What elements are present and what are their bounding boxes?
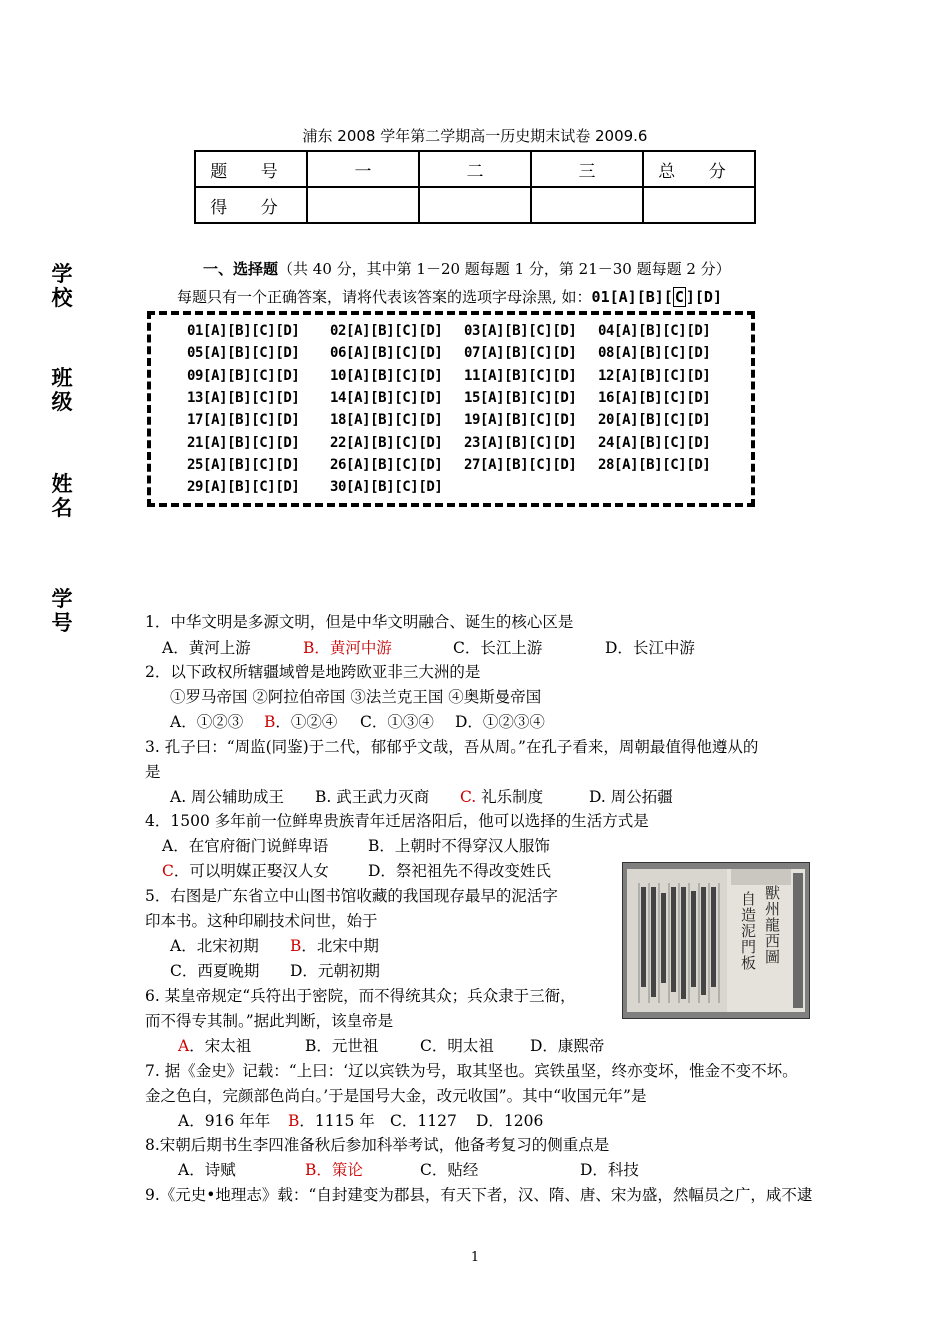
q7-stem: 7. 据《金史》记载：“上曰：‘辽以宾铁为号，取其坚也。宾铁虽坚，终亦变坏，惟金不变不坏。 [145, 1062, 798, 1080]
q1-option-a: A．黄河上游 [162, 639, 251, 657]
q4-stem: 4．1500 多年前一位鲜卑贵族青年迁居洛阳后，他可以选择的生活方式是 [145, 812, 649, 830]
book-char: 西 [765, 932, 781, 950]
score-table-header-row [195, 151, 755, 187]
q3-option-c-letter: C. [460, 788, 477, 806]
answer-bubble-row[interactable]: 16[A][B][C][D] [598, 389, 711, 406]
q7-option-a: A．916 年年 [178, 1112, 271, 1130]
q6-option-a-letter: A [178, 1037, 190, 1055]
q7-option-c: C．1127 [390, 1112, 457, 1130]
q2-option-b-letter: B [264, 713, 276, 731]
q5-option-b-letter: B [290, 937, 302, 955]
q4-option-b: B．上朝时不得穿汉人服饰 [368, 837, 550, 855]
q6-option-b: B．元世祖 [305, 1037, 379, 1055]
score-cell-score-label: 得 分 [195, 187, 307, 223]
score-cell-total: 总 分 [643, 151, 755, 187]
q4-option-c-text: ．可以明媒正娶汉人女 [173, 862, 329, 880]
answer-bubble-row[interactable]: 14[A][B][C][D] [330, 389, 443, 406]
score-input-2[interactable] [419, 187, 531, 223]
answer-bubble-row[interactable]: 01[A][B][C][D] [187, 323, 300, 339]
answer-bubble-row[interactable]: 09[A][B][C][D] [187, 367, 300, 384]
class-label: 班级 [51, 365, 73, 414]
score-table [194, 150, 756, 224]
q2-stem: 2．以下政权所辖疆域曾是地跨欧亚非三大洲的是 [145, 663, 481, 681]
q4-option-d: D．祭祀祖先不得改变姓氏 [368, 862, 551, 880]
example-bubble [592, 287, 722, 307]
book-char: 造 [741, 906, 757, 924]
score-table-score-row [195, 187, 755, 223]
answer-bubble-row[interactable]: 12[A][B][C][D] [598, 367, 711, 384]
q7-stem-cont: 金之色白，完颜部色尚白。’于是国号大金，改元收国”。其中“收国元年”是 [145, 1087, 647, 1105]
q2-option-d: D．①②③④ [455, 713, 545, 731]
book-char: 獸 [765, 884, 781, 902]
q3-stem: 3. 孔子曰：“周监(同鉴)于二代，郁郁乎文哉，吾从周。”在孔子看来，周朝最值得他遵从的 [145, 738, 759, 756]
answer-bubble-row[interactable]: 29[A][B][C][D] [187, 479, 300, 496]
q2-option-b-text: ．①②④ [275, 713, 338, 731]
q1-option-c: C．长江上游 [453, 639, 543, 657]
score-cell-section-1: 一 [307, 151, 419, 187]
answer-bubble-row[interactable]: 06[A][B][C][D] [330, 345, 443, 362]
q8-option-a: A．诗赋 [178, 1161, 236, 1179]
q6-option-a-text: ．宋太祖 [189, 1037, 252, 1055]
score-input-1[interactable] [307, 187, 419, 223]
score-input-total[interactable] [643, 187, 755, 223]
school-label: 学校 [51, 261, 73, 310]
book-char: 自 [741, 890, 757, 908]
book-char: 龍 [765, 916, 781, 934]
movable-type-book-photo [622, 862, 810, 1019]
q3-option-a: A. 周公辅助成王 [170, 788, 285, 806]
answer-bubble-row[interactable]: 08[A][B][C][D] [598, 345, 711, 362]
exam-title: 浦东 2008 学年第二学期高一历史期末试卷 2009.6 [302, 127, 648, 145]
q3-option-d: D. 周公拓疆 [589, 788, 673, 806]
q7-option-d: D．1206 [476, 1112, 544, 1130]
answer-bubble-row[interactable]: 15[A][B][C][D] [464, 389, 577, 406]
answer-bubble-row[interactable]: 19[A][B][C][D] [464, 412, 577, 429]
q4-option-a: A．在官府衙门说鲜卑语 [162, 837, 329, 855]
answer-bubble-row[interactable]: 11[A][B][C][D] [464, 367, 577, 384]
answer-sheet-box [147, 311, 755, 507]
q6-stem-cont: 而不得专其制。”据此判断，该皇帝是 [145, 1012, 394, 1030]
answer-bubble-row[interactable]: 13[A][B][C][D] [187, 389, 300, 406]
name-label: 姓名 [51, 471, 73, 520]
score-cell-section-3: 三 [531, 151, 643, 187]
q2-option-a: A．①②③ [170, 713, 244, 731]
answer-bubble-row[interactable]: 05[A][B][C][D] [187, 345, 300, 362]
q1-stem: 1．中华文明是多源文明，但是中华文明融合、诞生的核心区是 [145, 613, 574, 631]
q3-option-c [460, 785, 543, 807]
answer-bubble-row[interactable]: 04[A][B][C][D] [598, 323, 711, 339]
q2-option-b [264, 710, 337, 732]
answer-bubble-row[interactable]: 27[A][B][C][D] [464, 456, 577, 473]
q5-stem-cont: 印本书。这种印刷技术问世，始于 [145, 912, 378, 930]
q8-option-b: B．策论 [305, 1161, 363, 1179]
book-title-col-right [765, 885, 783, 965]
section-1-note: （共 40 分，其中第 1－20 题每题 1 分，第 21－30 题每题 2 分） [278, 260, 731, 278]
example-marked-option: C [674, 288, 684, 306]
q8-option-c: C．贴经 [420, 1161, 479, 1179]
q2-option-c: C．①③④ [360, 713, 434, 731]
q3-option-c-text: 礼乐制度 [476, 788, 544, 806]
book-char: 圖 [765, 948, 781, 966]
q6-option-d: D．康熙帝 [530, 1037, 605, 1055]
q5-option-b [290, 934, 379, 956]
answer-bubble-row[interactable]: 17[A][B][C][D] [187, 412, 300, 429]
section-1-heading [203, 258, 731, 279]
book-char: 州 [765, 900, 781, 918]
answer-bubble-row[interactable]: 22[A][B][C][D] [330, 434, 443, 451]
book-char: 板 [741, 954, 757, 972]
answer-instruction [177, 286, 722, 307]
answer-bubble-row[interactable]: 25[A][B][C][D] [187, 456, 300, 473]
q8-option-d: D．科技 [580, 1161, 639, 1179]
q8-stem: 8.宋朝后期书生李四准备秋后参加科举考试，他备考复习的侧重点是 [145, 1136, 610, 1154]
page-number: 1 [470, 1250, 480, 1265]
q4-option-c-letter: C [162, 862, 174, 880]
q7-option-b-letter: B [288, 1112, 300, 1130]
score-cell-label: 题 号 [195, 151, 307, 187]
answer-bubble-row[interactable]: 20[A][B][C][D] [598, 412, 711, 429]
score-input-3[interactable] [531, 187, 643, 223]
answer-bubble-row[interactable]: 18[A][B][C][D] [330, 412, 443, 429]
answer-bubble-row[interactable]: 24[A][B][C][D] [598, 434, 711, 451]
q6-stem: 6. 某皇帝规定“兵符出于密院，而不得统其众；兵众隶于三衙， [145, 987, 576, 1005]
section-1-title: 一、选择题 [203, 260, 279, 278]
example-suffix: ][D] [685, 288, 722, 306]
book-title-col-left [741, 891, 759, 971]
q4-option-c [162, 859, 329, 881]
answer-bubble-row[interactable]: 10[A][B][C][D] [330, 367, 443, 384]
q7-option-b [288, 1109, 375, 1131]
answer-bubble-row[interactable]: 02[A][B][C][D] [330, 323, 443, 339]
answer-bubble-row[interactable]: 28[A][B][C][D] [598, 456, 711, 473]
q6-option-c: C．明太祖 [420, 1037, 494, 1055]
q1-option-b: B．黄河中游 [303, 639, 392, 657]
book-char: 泥 [741, 922, 757, 940]
instruction-text: 每题只有一个正确答案，请将代表该答案的选项字母涂黑, 如： [177, 288, 592, 306]
answer-bubble-row[interactable]: 30[A][B][C][D] [330, 479, 443, 496]
answer-bubble-row[interactable]: 26[A][B][C][D] [330, 456, 443, 473]
q5-stem: 5．右图是广东省立中山图书馆收藏的我国现存最早的泥活字 [145, 887, 558, 905]
q5-option-a: A．北宋初期 [170, 937, 259, 955]
book-char: 門 [741, 938, 757, 956]
answer-bubble-row[interactable]: 21[A][B][C][D] [187, 434, 300, 451]
q7-option-b-text: ．1115 年 [299, 1112, 375, 1130]
q3-option-b: B. 武王武力灭商 [315, 788, 430, 806]
q5-option-c: C．西夏晚期 [170, 962, 260, 980]
answer-bubble-row[interactable]: 07[A][B][C][D] [464, 345, 577, 362]
q3-stem-cont: 是 [145, 763, 161, 781]
q1-option-d: D．长江中游 [605, 639, 695, 657]
q9-stem: 9.《元史•地理志》载：“自封建变为郡县，有天下者，汉、隋、唐、宋为盛，然幅员之广，咸不逮 [145, 1186, 813, 1204]
example-prefix: 01[A][B][ [591, 288, 673, 306]
score-cell-section-2: 二 [419, 151, 531, 187]
q6-option-a [178, 1034, 251, 1056]
student-id-label: 学号 [51, 586, 73, 635]
answer-bubble-row[interactable]: 23[A][B][C][D] [464, 434, 577, 451]
answer-bubble-row[interactable]: 03[A][B][C][D] [464, 323, 577, 339]
q5-option-b-text: ．北宋中期 [301, 937, 379, 955]
q5-option-d: D．元朝初期 [290, 962, 380, 980]
q2-items: ①罗马帝国 ②阿拉伯帝国 ③法兰克王国 ④奥斯曼帝国 [170, 688, 542, 706]
